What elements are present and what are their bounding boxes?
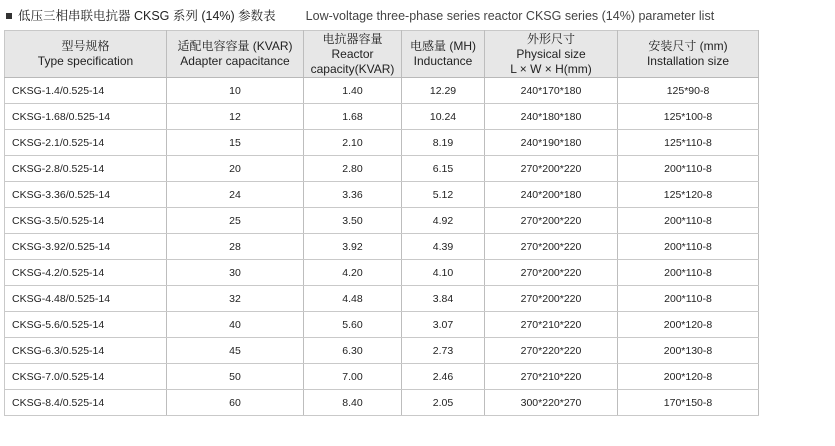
cell-installation-size: 170*150-8 [618, 390, 759, 416]
table-row [5, 208, 759, 234]
cell-capacitance: 10 [167, 78, 304, 104]
cell-inductance: 6.15 [402, 156, 485, 182]
cell-physical-size: 300*220*270 [485, 390, 618, 416]
table-row [5, 156, 759, 182]
column-header-en-2: capacity(KVAR) [310, 61, 395, 76]
cell-reactor-capacity: 8.40 [304, 390, 402, 416]
cell-inductance: 12.29 [402, 78, 485, 104]
cell-reactor-capacity: 2.10 [304, 130, 402, 156]
cell-reactor-capacity: 1.68 [304, 104, 402, 130]
cell-capacitance: 15 [167, 130, 304, 156]
column-header-cn: 电抗器容量 [322, 31, 383, 46]
cell-inductance: 5.12 [402, 182, 485, 208]
cell-physical-size: 270*210*220 [485, 312, 618, 338]
cell-capacitance: 20 [167, 156, 304, 182]
cell-physical-size: 270*210*220 [485, 364, 618, 390]
cell-capacitance: 50 [167, 364, 304, 390]
table-row [5, 364, 759, 390]
column-header-en: Installation size [646, 54, 730, 68]
table-row [5, 78, 759, 104]
cell-capacitance: 24 [167, 182, 304, 208]
cell-installation-size: 125*110-8 [618, 130, 759, 156]
table-row [5, 130, 759, 156]
cell-type: CKSG-4.2/0.525-14 [5, 260, 167, 286]
cell-type: CKSG-1.4/0.525-14 [5, 78, 167, 104]
column-header-cn: 适配电容容量 (KVAR) [177, 39, 293, 53]
table-row [5, 312, 759, 338]
cell-type: CKSG-3.36/0.525-14 [5, 182, 167, 208]
cell-physical-size: 240*200*180 [485, 182, 618, 208]
column-header-cn: 外形尺寸 [526, 31, 575, 46]
column-header-en: Type specification [37, 54, 134, 68]
column-header-en: Reactor [331, 46, 374, 61]
cell-inductance: 8.19 [402, 130, 485, 156]
cell-type: CKSG-5.6/0.525-14 [5, 312, 167, 338]
cell-reactor-capacity: 7.00 [304, 364, 402, 390]
cell-installation-size: 200*120-8 [618, 312, 759, 338]
cell-reactor-capacity: 3.50 [304, 208, 402, 234]
cell-installation-size: 200*110-8 [618, 286, 759, 312]
cell-physical-size: 270*200*220 [485, 208, 618, 234]
bullet-icon [6, 13, 12, 19]
cell-installation-size: 125*100-8 [618, 104, 759, 130]
cell-physical-size: 270*200*220 [485, 156, 618, 182]
column-header-reactor-capacity [304, 31, 402, 78]
column-header-type [5, 31, 167, 78]
cell-capacitance: 60 [167, 390, 304, 416]
cell-inductance: 2.05 [402, 390, 485, 416]
cell-type: CKSG-3.5/0.525-14 [5, 208, 167, 234]
column-header-cn: 电感量 (MH) [410, 39, 476, 53]
column-header-en: Adapter capacitance [180, 54, 290, 68]
cell-type: CKSG-6.3/0.525-14 [5, 338, 167, 364]
cell-installation-size: 200*110-8 [618, 156, 759, 182]
cell-type: CKSG-2.8/0.525-14 [5, 156, 167, 182]
cell-capacitance: 45 [167, 338, 304, 364]
title-chinese: 低压三相串联电抗器 CKSG 系列 (14%) 参数表 [18, 9, 276, 23]
cell-physical-size: 270*200*220 [485, 286, 618, 312]
cell-reactor-capacity: 5.60 [304, 312, 402, 338]
cell-inductance: 10.24 [402, 104, 485, 130]
table-row [5, 390, 759, 416]
cell-installation-size: 200*130-8 [618, 338, 759, 364]
cell-inductance: 3.84 [402, 286, 485, 312]
column-header-en: Inductance [413, 54, 473, 68]
cell-reactor-capacity: 6.30 [304, 338, 402, 364]
column-header-cn: 安装尺寸 (mm) [648, 39, 728, 53]
column-header-physical-size [485, 31, 618, 78]
cell-inductance: 4.10 [402, 260, 485, 286]
cell-installation-size: 200*110-8 [618, 208, 759, 234]
cell-inductance: 3.07 [402, 312, 485, 338]
cell-physical-size: 270*220*220 [485, 338, 618, 364]
column-header-installation-size [618, 31, 759, 78]
cell-type: CKSG-2.1/0.525-14 [5, 130, 167, 156]
table-row [5, 104, 759, 130]
cell-capacitance: 28 [167, 234, 304, 260]
table-row [5, 338, 759, 364]
table-body [5, 78, 759, 416]
cell-reactor-capacity: 4.48 [304, 286, 402, 312]
column-header-inductance [402, 31, 485, 78]
cell-inductance: 4.92 [402, 208, 485, 234]
cell-reactor-capacity: 3.92 [304, 234, 402, 260]
cell-installation-size: 200*120-8 [618, 364, 759, 390]
cell-capacitance: 25 [167, 208, 304, 234]
table-row [5, 260, 759, 286]
cell-capacitance: 32 [167, 286, 304, 312]
cell-inductance: 2.73 [402, 338, 485, 364]
cell-capacitance: 12 [167, 104, 304, 130]
cell-capacitance: 30 [167, 260, 304, 286]
cell-installation-size: 125*90-8 [618, 78, 759, 104]
cell-physical-size: 270*200*220 [485, 234, 618, 260]
cell-reactor-capacity: 1.40 [304, 78, 402, 104]
column-header-en: Physical size [516, 46, 586, 61]
page-title [6, 6, 826, 26]
cell-type: CKSG-7.0/0.525-14 [5, 364, 167, 390]
cell-physical-size: 240*190*180 [485, 130, 618, 156]
table-row [5, 286, 759, 312]
cell-physical-size: 270*200*220 [485, 260, 618, 286]
table-header [5, 31, 759, 78]
cell-reactor-capacity: 3.36 [304, 182, 402, 208]
cell-installation-size: 200*110-8 [618, 234, 759, 260]
table-row [5, 234, 759, 260]
cell-installation-size: 200*110-8 [618, 260, 759, 286]
header-row [5, 31, 759, 78]
cell-reactor-capacity: 4.20 [304, 260, 402, 286]
cell-installation-size: 125*120-8 [618, 182, 759, 208]
column-header-capacitance [167, 31, 304, 78]
cell-physical-size: 240*180*180 [485, 104, 618, 130]
cell-type: CKSG-4.48/0.525-14 [5, 286, 167, 312]
cell-type: CKSG-3.92/0.525-14 [5, 234, 167, 260]
cell-physical-size: 240*170*180 [485, 78, 618, 104]
title-english: Low-voltage three-phase series reactor CKSG series (14%) parameter list [305, 9, 715, 23]
cell-type: CKSG-1.68/0.525-14 [5, 104, 167, 130]
cell-inductance: 2.46 [402, 364, 485, 390]
cell-capacitance: 40 [167, 312, 304, 338]
column-header-cn: 型号规格 [61, 39, 110, 53]
cell-inductance: 4.39 [402, 234, 485, 260]
parameter-table [4, 30, 759, 416]
table-row [5, 182, 759, 208]
cell-reactor-capacity: 2.80 [304, 156, 402, 182]
column-header-en-2: L × W × H(mm) [510, 61, 592, 76]
cell-type: CKSG-8.4/0.525-14 [5, 390, 167, 416]
